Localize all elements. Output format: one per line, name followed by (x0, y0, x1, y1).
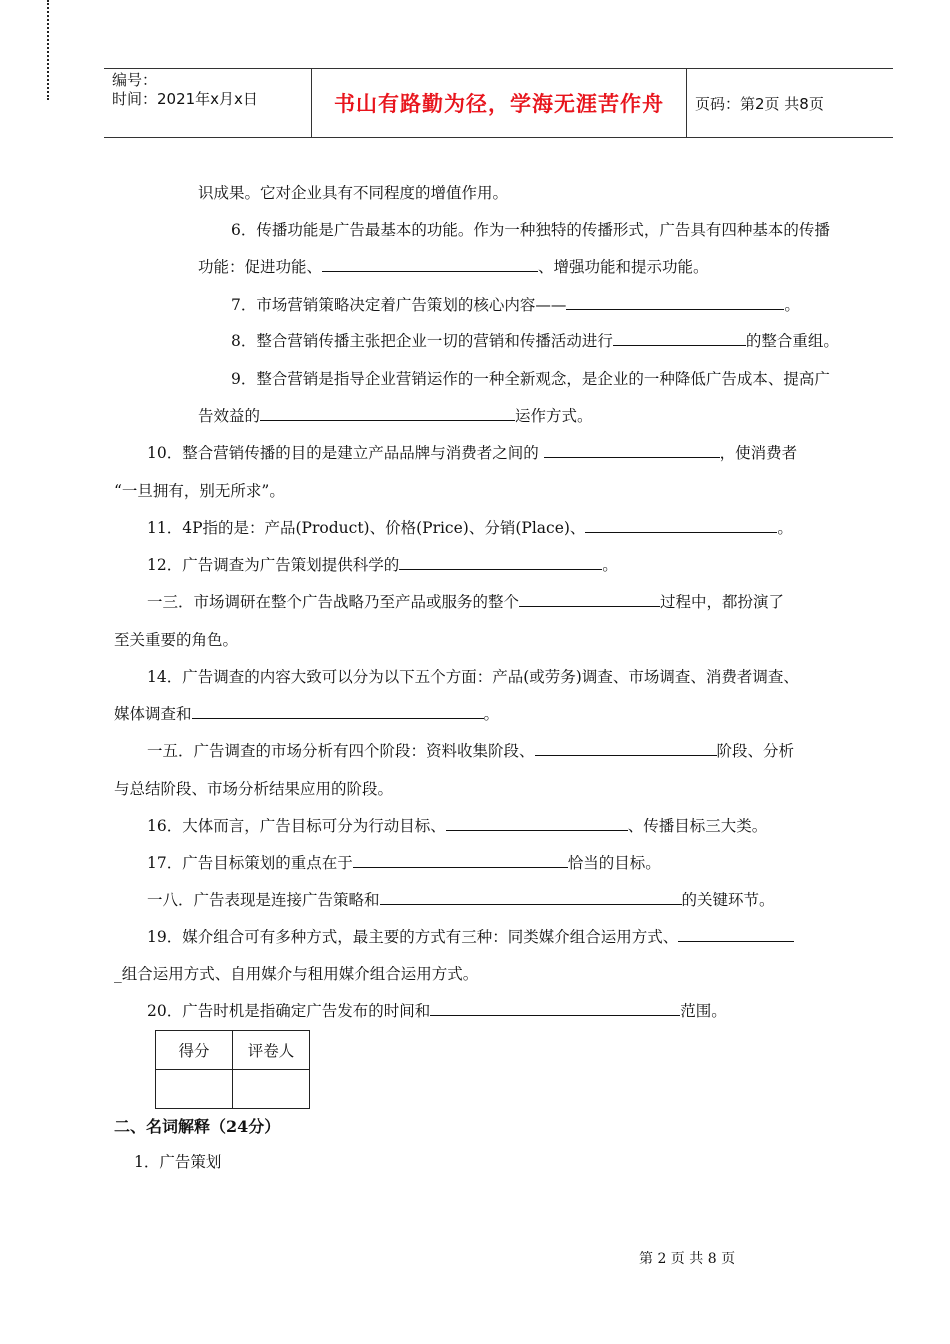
answer-blank[interactable] (446, 816, 628, 831)
question-10-cont: “一旦拥有，别无所求”。 (114, 482, 285, 500)
grader-header: 评卷人 (233, 1031, 310, 1070)
answer-blank[interactable] (260, 406, 515, 421)
answer-blank[interactable] (322, 257, 538, 272)
question-11: 11．4P指的是：产品(Product)、价格(Price)、分销(Place)、 。 (147, 519, 793, 537)
page-header (104, 68, 893, 138)
binding-margin-dots (47, 0, 52, 100)
answer-blank[interactable] (566, 295, 784, 310)
page-footer: 第 2 页 共 8 页 (639, 1251, 736, 1267)
question-13-cont: 至关重要的角色。 (114, 631, 239, 649)
score-cell[interactable] (156, 1070, 233, 1109)
answer-blank[interactable] (585, 518, 777, 533)
question-14-cont: 媒体调查和 。 (114, 705, 500, 723)
time-label: 时间：2021年x月x日 (112, 90, 258, 108)
question-15-cont: 与总结阶段、市场分析结果应用的阶段。 (114, 780, 394, 798)
question-8: 8．整合营销传播主张把企业一切的营销和传播活动进行 的整合重组。 (231, 332, 839, 350)
answer-blank[interactable] (544, 443, 720, 458)
question-18: 一八．广告表现是连接广告策略和 的关键环节。 (147, 891, 775, 909)
question-7: 7．市场营销策略决定着广告策划的核心内容—— 。 (231, 296, 800, 314)
term-1: 1．广告策划 (134, 1153, 222, 1171)
header-info (104, 69, 312, 137)
text-line: 识成果。它对企业具有不同程度的增值作用。 (198, 184, 509, 202)
answer-blank[interactable] (192, 704, 484, 719)
question-20: 20．广告时机是指确定广告发布的时间和 范围。 (147, 1002, 727, 1020)
question-6: 6．传播功能是广告最基本的功能。作为一种独特的传播形式，广告具有四种基本的传播 (231, 221, 830, 239)
score-header: 得分 (156, 1031, 233, 1070)
number-label: 编号： (112, 71, 158, 89)
question-16: 16．大体而言，广告目标可分为行动目标、 、传播目标三大类。 (147, 817, 768, 835)
answer-blank[interactable] (613, 331, 746, 346)
page-indicator: 页码：第2页 共8页 (695, 94, 824, 113)
question-19-cont: _组合运用方式、自用媒介与租用媒介组合运用方式。 (114, 965, 479, 983)
answer-blank[interactable] (399, 555, 602, 570)
question-6-cont: 功能：促进功能、 、增强功能和提示功能。 (198, 258, 709, 276)
question-15: 一五．广告调查的市场分析有四个阶段：资料收集阶段、 阶段、分析 (147, 742, 795, 760)
question-9-cont: 告效益的 运作方式。 (198, 407, 593, 425)
grader-cell[interactable] (233, 1070, 310, 1109)
answer-blank[interactable] (535, 741, 717, 756)
answer-blank[interactable] (380, 890, 682, 905)
answer-blank[interactable] (430, 1001, 680, 1016)
header-motto: 书山有路勤为径，学海无涯苦作舟 (312, 69, 687, 137)
question-9: 9．整合营销是指导企业营销运作的一种全新观念，是企业的一种降低广告成本、提高广 (231, 370, 830, 388)
answer-blank[interactable] (678, 927, 794, 942)
answer-blank[interactable] (353, 853, 568, 868)
question-12: 12．广告调查为广告策划提供科学的 。 (147, 556, 618, 574)
question-10: 10．整合营销传播的目的是建立产品品牌与消费者之间的 ，使消费者 (147, 444, 798, 462)
question-13: 一三．市场调研在整个广告战略乃至产品或服务的整个 过程中，都扮演了 (147, 593, 785, 611)
section-title: 二、名词解释（24分） (114, 1117, 281, 1136)
score-table (155, 1030, 310, 1109)
question-19: 19．媒介组合可有多种方式，最主要的方式有三种：同类媒介组合运用方式、 (147, 927, 794, 947)
question-17: 17．广告目标策划的重点在于 恰当的目标。 (147, 854, 661, 872)
question-14: 14．广告调查的内容大致可以分为以下五个方面：产品(或劳务)调查、市场调查、消费者调查、 (147, 668, 799, 686)
answer-blank[interactable] (519, 592, 660, 607)
